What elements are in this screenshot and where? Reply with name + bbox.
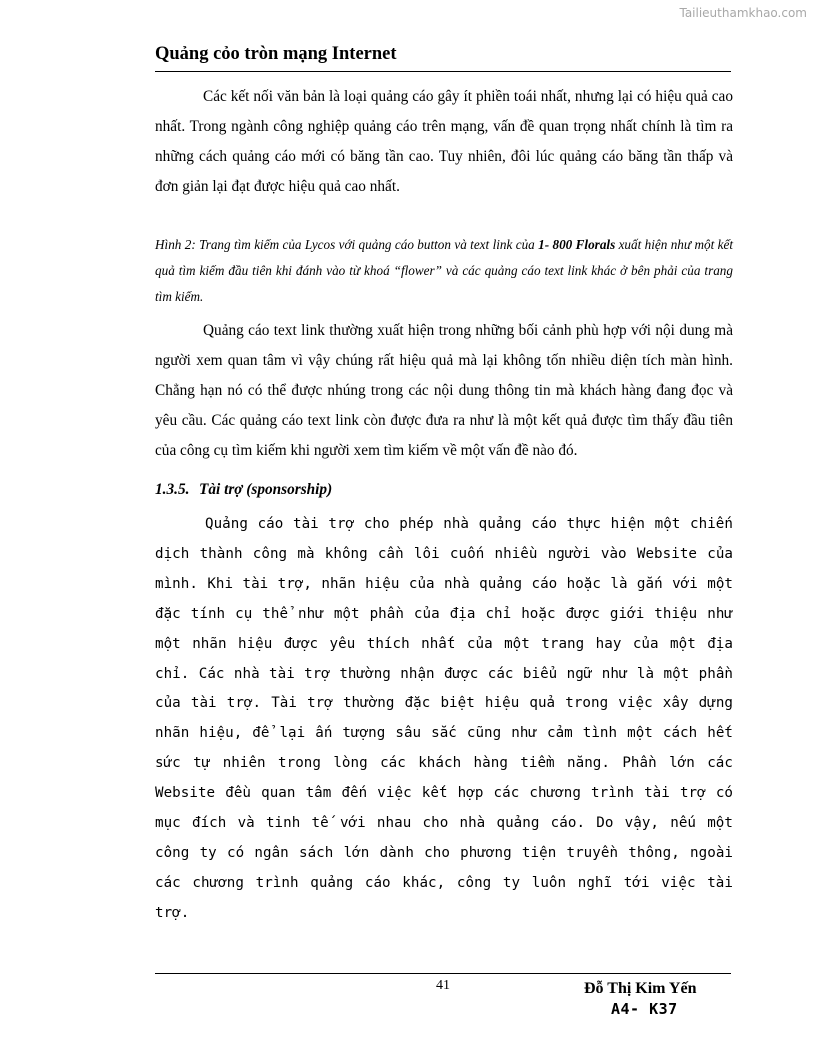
paragraph-text-links-intro: Các kết nối văn bản là loại quảng cáo gây ít phiền toái nhất, nhưng lại có hiệu quả cao nhất. Trong ngành công nghiệp quảng cáo trên mạng, vấn đề quan trọng nhất chính là tìm ra những cách quảng cáo mới có băng tần cao. Tuy nhiên, đôi lúc quảng cáo băng tần thấp và đơn giản lại đạt được hiệu quả cao nhất. (155, 88, 733, 195)
section-heading (155, 481, 332, 499)
section-title: Tài trợ (sponsorship) (199, 481, 333, 498)
paragraph-sponsorship: Quảng cáo tài trợ cho phép nhà quảng cáo thực hiện một chiến dịch thành công mà không cần lôi cuốn nhiều người vào Website của mình. Khi tài trợ, nhãn hiệu của nhà quảng cáo hoặc là gắn với một đặc tính cụ thể như một phần của địa chỉ hoặc được giới thiệu như một nhãn hiệu được yêu thích nhất của một trang hay của một địa chỉ. Các nhà tài trợ thường nhận được các biểu ngữ như là một phần của tài trợ. Tài trợ thường đặc biệt hiệu quả trong việc xây dựng nhãn hiệu, để lại ấn tượng sâu sắc cũng như cảm tình một cách hết sức tự nhiên trong lòng các khách hàng tiềm năng. Phần lớn các Website đều quan tâm đến việc kết hợp các chương trình tài trợ có mục đích và tinh tế với nhau cho nhà quảng cáo. Do vậy, nếu một công ty có ngân sách lớn dành cho phương tiện truyền thông, ngoài các chương trình quảng cáo khác, công ty luôn nghĩ tới việc tài trợ. (155, 516, 733, 921)
paragraph-text-links-usage: Quảng cáo text link thường xuất hiện trong những bối cảnh phù hợp với nội dung mà người xem quan tâm vì vậy chúng rất hiệu quả mà lại không tốn nhiều diện tích màn hình. Chẳng hạn nó có thể được nhúng trong các nội dung thông tin mà khách hàng đang đọc và yêu cầu. Các quảng cáo text link còn được đưa ra như là một kết quả được tìm thấy đầu tiên của công cụ tìm kiếm khi người xem tìm kiếm về một vấn đề nào đó. (155, 322, 733, 459)
caption-text-after: xuất hiện như một kết quả tìm kiếm đầu tiên khi đánh vào từ khoá “flower” và các quảng cáo text link khác ở bên phải của trang tìm kiếm. (155, 237, 733, 304)
figure-caption (155, 232, 733, 310)
watermark: Tailieuthamkhao.com (679, 6, 807, 20)
footer-rule (155, 973, 731, 974)
author-name: Đỗ Thị Kim Yến (584, 980, 697, 997)
caption-bold-brand: 1- 800 Florals (538, 237, 616, 252)
class-code: A4- K37 (611, 1000, 678, 1018)
caption-text-before: Hình 2: Trang tìm kiếm của Lycos với quảng cáo button và text link của (155, 237, 539, 252)
page-number: 41 (436, 978, 450, 993)
page-header-title: Quảng cỏo tròn mạng Internet (155, 44, 397, 64)
header-rule (155, 71, 731, 72)
section-number: 1.3.5. (155, 481, 190, 498)
